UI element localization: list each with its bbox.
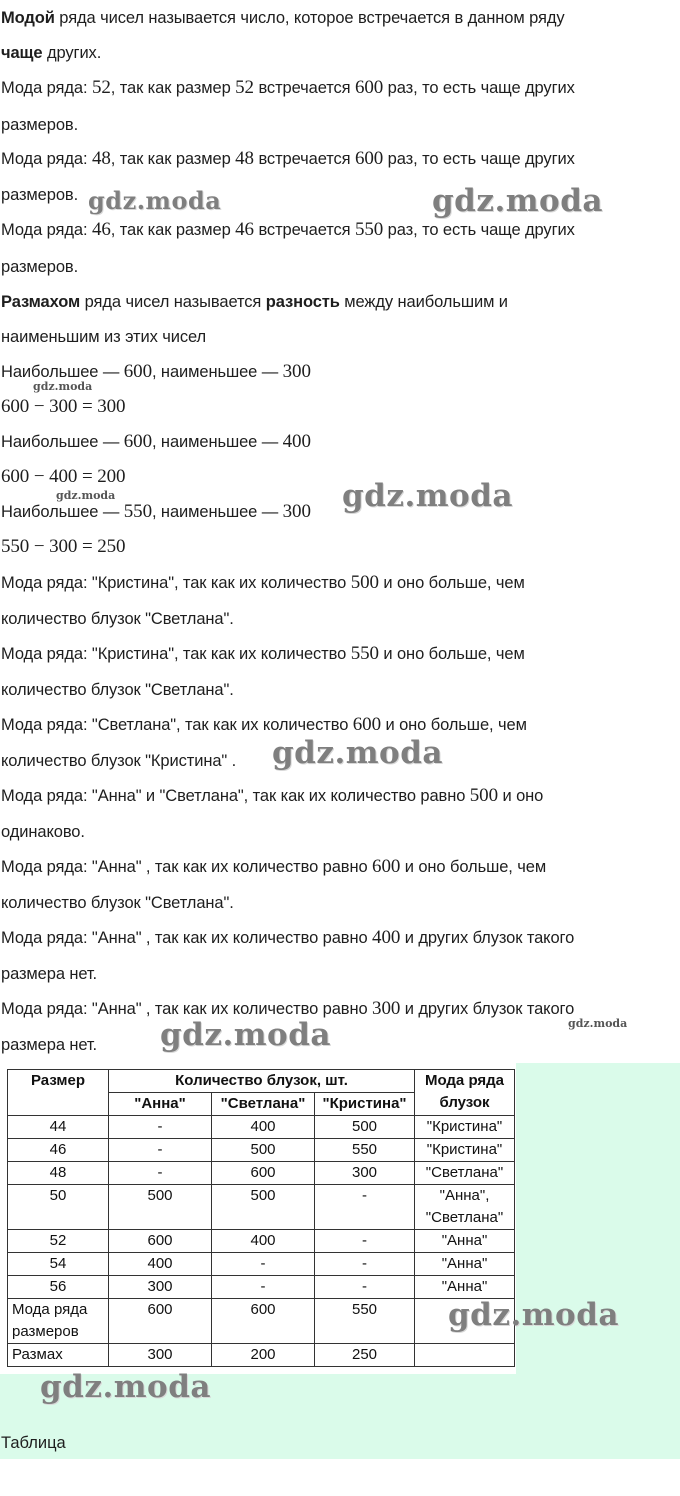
cell-size: 50: [8, 1185, 109, 1230]
math-number: 600: [352, 714, 381, 735]
table-row: [8, 1116, 515, 1139]
math-number: 500: [469, 785, 498, 806]
cell-kristina: -: [315, 1276, 415, 1299]
paragraph-line: [1, 821, 677, 843]
text-span: Наибольшее —: [1, 363, 124, 381]
cell-size: 56: [8, 1276, 109, 1299]
term-difference: разность: [265, 293, 340, 311]
paragraph-line: [1, 7, 677, 29]
text-span: , наименьшее —: [151, 503, 283, 521]
cell-label: Мода ряда размеров: [8, 1299, 109, 1344]
paragraph-line: [1, 77, 677, 99]
equation-line: [1, 396, 677, 418]
cell-kristina: -: [315, 1253, 415, 1276]
watermark: gdz.moda: [88, 186, 222, 215]
cell-mode: "Анна", "Светлана": [415, 1185, 515, 1230]
cell-anna: -: [109, 1139, 212, 1162]
cell-mode: "Анна": [415, 1276, 515, 1299]
math-number: 600: [123, 431, 152, 452]
paragraph-line: [1, 963, 677, 985]
text-span: , так как размер: [110, 150, 236, 168]
cell-kristina: 500: [315, 1116, 415, 1139]
cell-kristina: 550: [315, 1139, 415, 1162]
cell-kristina: -: [315, 1230, 415, 1253]
cell-svetlana: -: [212, 1276, 315, 1299]
text-span: наименьшим из этих чисел: [1, 328, 207, 346]
text-span: встречается: [253, 79, 355, 97]
text-span: количество блузок "Светлана".: [1, 610, 234, 628]
text-span: размера нет.: [1, 965, 98, 983]
text-span: одинаково.: [1, 823, 85, 841]
equation: 600 − 400 = 200: [1, 466, 126, 487]
math-number: 400: [282, 431, 311, 452]
watermark: gdz.moda: [40, 1369, 211, 1405]
math-number: 500: [350, 572, 379, 593]
text-span: встречается: [253, 221, 355, 239]
math-number: 600: [355, 148, 384, 169]
text-span: Мода ряда:: [1, 79, 92, 97]
text-span: , так как размер: [110, 79, 236, 97]
math-number: 600: [355, 77, 384, 98]
text-span: , наименьшее —: [151, 433, 283, 451]
cell-anna: 400: [109, 1253, 212, 1276]
text-span: Наибольшее —: [1, 433, 124, 451]
math-number: 48: [235, 148, 254, 169]
text-span: Мода ряда:: [1, 221, 92, 239]
cell-anna: 500: [109, 1185, 212, 1230]
cell-anna: -: [109, 1162, 212, 1185]
text-span: количество блузок "Кристина" .: [1, 752, 237, 770]
header-anna: "Анна": [109, 1093, 212, 1116]
math-number: 300: [282, 501, 311, 522]
watermark: gdz.moda: [448, 1297, 619, 1333]
cell-svetlana: 600: [212, 1162, 315, 1185]
watermark: gdz.moda: [33, 380, 93, 393]
cell-mode: "Анна": [415, 1230, 515, 1253]
text-span: и оно больше, чем: [380, 716, 527, 734]
text-span: размеров.: [1, 186, 79, 204]
equation: 600 − 300 = 300: [1, 396, 126, 417]
watermark: gdz.moda: [342, 478, 513, 514]
cell-anna: 300: [109, 1276, 212, 1299]
text-span: , так как размер: [110, 221, 236, 239]
watermark: gdz.moda: [56, 489, 116, 502]
text-span: , наименьшее —: [151, 363, 283, 381]
cell-size: 52: [8, 1230, 109, 1253]
paragraph-line: [1, 501, 677, 523]
cell-anna: 300: [109, 1344, 212, 1367]
header-count: Количество блузок, шт.: [109, 1070, 415, 1093]
paragraph-line: [1, 608, 677, 630]
cell-mode: "Кристина": [415, 1116, 515, 1139]
table-mode-row: [8, 1299, 515, 1344]
math-number: 600: [372, 856, 401, 877]
text-span: Мода ряда: "Анна" , так как их количество равно: [1, 858, 373, 876]
header-mode: Мода ряда блузок: [415, 1070, 515, 1116]
math-number: 52: [235, 77, 254, 98]
text-span: размера нет.: [1, 1036, 98, 1054]
cell-size: 46: [8, 1139, 109, 1162]
header-kristina: "Кристина": [315, 1093, 415, 1116]
table-row: [8, 1253, 515, 1276]
table-row: [8, 1185, 515, 1230]
text-span: и других блузок такого: [400, 929, 575, 947]
equation: 550 − 300 = 250: [1, 536, 126, 557]
text-span: и оно: [497, 787, 544, 805]
paragraph-line: [1, 326, 677, 348]
cell-size: 48: [8, 1162, 109, 1185]
cell-mode: "Светлана": [415, 1162, 515, 1185]
cell-svetlana: 600: [212, 1299, 315, 1344]
math-number: 52: [91, 77, 111, 98]
cell-label: Размах: [8, 1344, 109, 1367]
term-more-often: чаще: [1, 44, 43, 62]
equation-line: [1, 466, 677, 488]
paragraph-line: [1, 927, 677, 949]
math-number: 550: [355, 219, 384, 240]
cell-mode: "Кристина": [415, 1139, 515, 1162]
paragraph-line: [1, 714, 677, 736]
table-row: [8, 1276, 515, 1299]
paragraph-line: [1, 148, 677, 170]
paragraph-line: [1, 679, 677, 701]
paragraph-line: [1, 361, 677, 383]
watermark: gdz.moda: [568, 1017, 628, 1030]
math-number: 550: [350, 643, 379, 664]
math-number: 300: [282, 361, 311, 382]
cell-anna: 600: [109, 1299, 212, 1344]
text-span: Мода ряда: "Кристина", так как их количество: [1, 574, 351, 592]
cell-svetlana: -: [212, 1253, 315, 1276]
text-span: количество блузок "Светлана".: [1, 681, 234, 699]
paragraph-line: [1, 291, 677, 313]
header-size: Размер: [8, 1070, 109, 1116]
cell-kristina: 550: [315, 1299, 415, 1344]
watermark: gdz.moda: [432, 183, 603, 219]
text-span: раз, то есть чаще других: [383, 150, 575, 168]
paragraph-line: [1, 42, 677, 64]
text-span: размеров.: [1, 258, 79, 276]
paragraph-line: [1, 114, 677, 136]
paragraph-line: [1, 856, 677, 878]
text-span: других.: [42, 44, 102, 62]
math-number: 46: [91, 219, 111, 240]
text-span: Наибольшее —: [1, 503, 124, 521]
text-span: раз, то есть чаще других: [383, 221, 575, 239]
table-image: [0, 1063, 516, 1374]
text-span: и других блузок такого: [400, 1000, 575, 1018]
text-span: Мода ряда: "Кристина", так как их количество: [1, 645, 351, 663]
paragraph-line: [1, 643, 677, 665]
cell-svetlana: 200: [212, 1344, 315, 1367]
cell-svetlana: 500: [212, 1185, 315, 1230]
paragraph-line: [1, 572, 677, 594]
text-span: Мода ряда: "Светлана", так как их количество: [1, 716, 353, 734]
cell-svetlana: 400: [212, 1230, 315, 1253]
cell-kristina: 250: [315, 1344, 415, 1367]
table-caption: Таблица: [1, 1434, 66, 1452]
text-span: и оно больше, чем: [378, 574, 525, 592]
text-span: раз, то есть чаще других: [383, 79, 575, 97]
text-span: Мода ряда: "Анна" , так как их количество равно: [1, 929, 373, 947]
blouse-table: [7, 1069, 515, 1367]
cell-size: 44: [8, 1116, 109, 1139]
text-span: Мода ряда:: [1, 150, 92, 168]
paragraph-line: [1, 219, 677, 241]
cell-svetlana: 400: [212, 1116, 315, 1139]
text-span: Мода ряда: "Анна" , так как их количество равно: [1, 1000, 373, 1018]
math-number: 550: [123, 501, 152, 522]
math-number: 46: [235, 219, 254, 240]
paragraph-line: [1, 785, 677, 807]
math-number: 400: [372, 927, 401, 948]
table-row: [8, 1162, 515, 1185]
text-span: и оно больше, чем: [378, 645, 525, 663]
watermark: gdz.moda: [272, 735, 443, 771]
table-header-row: [8, 1070, 515, 1093]
table-row: [8, 1139, 515, 1162]
text-span: и оно больше, чем: [400, 858, 547, 876]
text-span: размеров.: [1, 116, 79, 134]
paragraph-line: [1, 256, 677, 278]
text-span: Мода ряда: "Анна" и "Светлана", так как их количество равно: [1, 787, 470, 805]
text-span: количество блузок "Светлана".: [1, 894, 234, 912]
text-span: между наибольшим и: [339, 293, 508, 311]
text-span: встречается: [253, 150, 355, 168]
table-row: [8, 1230, 515, 1253]
paragraph-line: [1, 1034, 677, 1056]
term-mode: Модой: [1, 9, 55, 27]
cell-anna: -: [109, 1116, 212, 1139]
table-range-row: [8, 1344, 515, 1367]
cell-svetlana: 500: [212, 1139, 315, 1162]
text-span: ряда чисел называется: [80, 293, 266, 311]
cell-size: 54: [8, 1253, 109, 1276]
watermark: gdz.moda: [160, 1017, 331, 1053]
cell-kristina: -: [315, 1185, 415, 1230]
cell-anna: 600: [109, 1230, 212, 1253]
cell-mode: "Анна": [415, 1253, 515, 1276]
paragraph-line: [1, 892, 677, 914]
math-number: 48: [91, 148, 111, 169]
header-svetlana: "Светлана": [212, 1093, 315, 1116]
text-span: ряда чисел называется число, которое встречается в данном ряду: [54, 9, 565, 27]
term-range: Размахом: [1, 293, 81, 311]
cell-mode: [415, 1344, 515, 1367]
math-number: 300: [372, 998, 401, 1019]
math-number: 600: [123, 361, 152, 382]
equation-line: [1, 536, 677, 558]
cell-kristina: 300: [315, 1162, 415, 1185]
paragraph-line: [1, 431, 677, 453]
